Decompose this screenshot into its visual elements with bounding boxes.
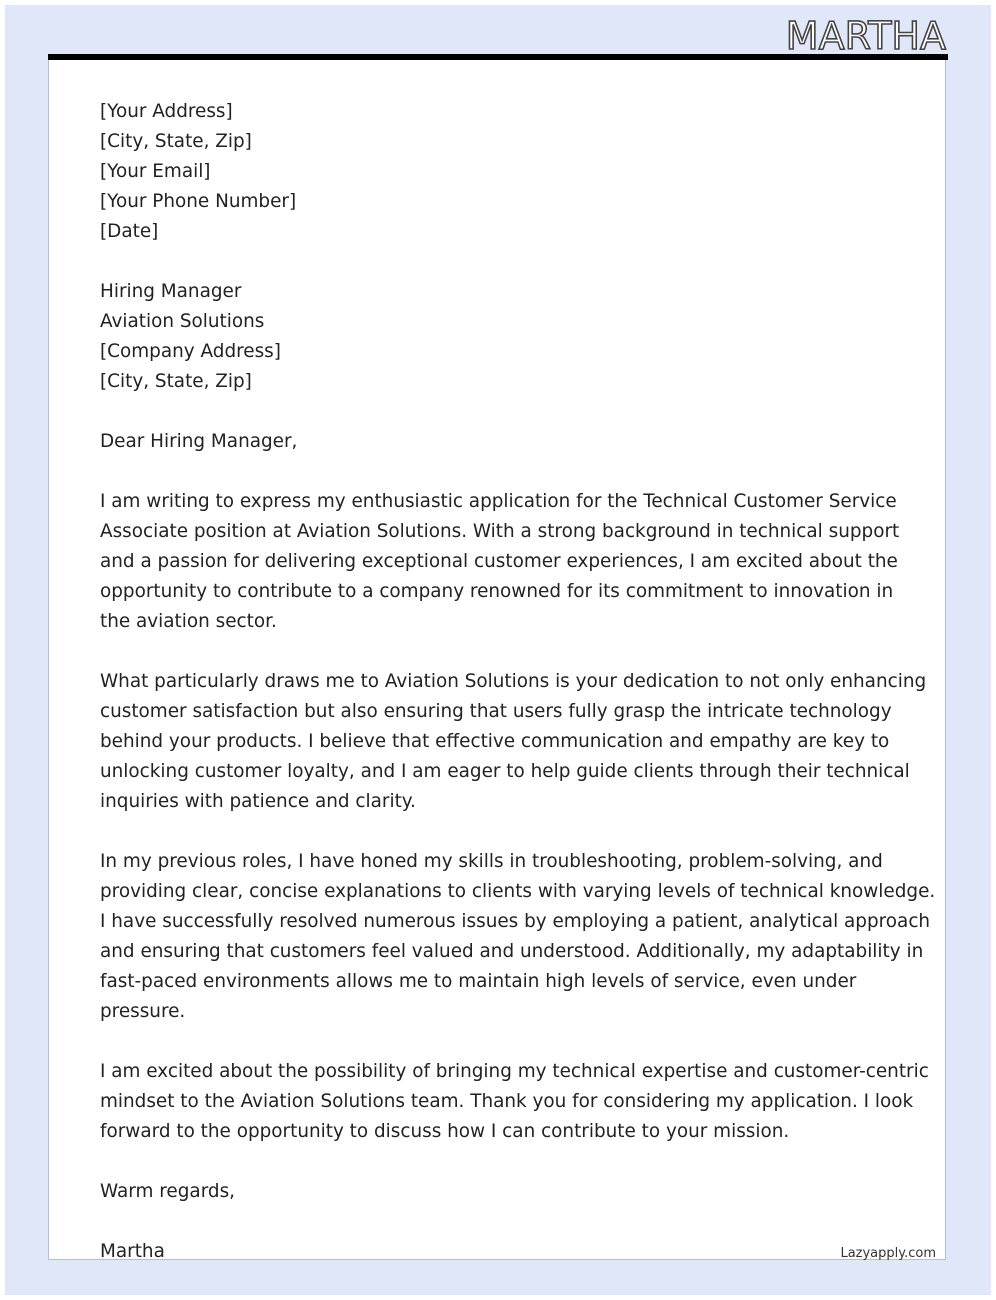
paragraph-line: inquiries with patience and clarity. (100, 791, 416, 812)
paragraph-1 (100, 487, 900, 637)
paragraph-line: In my previous roles, I have honed my skills in troubleshooting, problem-solving, and (100, 851, 883, 872)
closing: Warm regards, (100, 1181, 236, 1202)
spacer (100, 457, 900, 487)
paragraph-line: behind your products. I believe that effective communication and empathy are key to (100, 731, 890, 752)
recipient-block (100, 277, 900, 397)
paragraph-line: opportunity to contribute to a company renowned for its commitment to innovation in (100, 581, 894, 602)
recipient-company: Aviation Solutions (100, 311, 265, 332)
paragraph-line: Associate position at Aviation Solutions. With a strong background in technical support (100, 521, 900, 542)
paragraph-line: I am excited about the possibility of bringing my technical expertise and customer-centric (100, 1061, 929, 1082)
paragraph-2 (100, 667, 927, 817)
paragraph-line: the aviation sector. (100, 611, 277, 632)
spacer (100, 817, 900, 847)
paragraph-line: What particularly draws me to Aviation Solutions is your dedication to not only enhancing (100, 671, 927, 692)
paragraph-line: pressure. (100, 1001, 186, 1022)
paragraph-4 (100, 1057, 929, 1147)
sender-city: [City, State, Zip] (100, 131, 252, 152)
paragraph-line: unlocking customer loyalty, and I am eager to help guide clients through their technical (100, 761, 910, 782)
paragraph-line: customer satisfaction but also ensuring that users fully grasp the intricate technology (100, 701, 892, 722)
sender-email: [Your Email] (100, 161, 211, 182)
paragraph-line: providing clear, concise explanations to clients with varying levels of technical knowledge. (100, 881, 936, 902)
spacer (100, 1027, 900, 1057)
paragraph-line: forward to the opportunity to discuss how I can contribute to your mission. (100, 1121, 790, 1142)
paragraph-line: fast-paced environments allows me to maintain high levels of service, even under (100, 971, 857, 992)
watermark: Lazyapply.com (840, 1246, 936, 1261)
sender-phone: [Your Phone Number] (100, 191, 297, 212)
paragraph-line: and ensuring that customers feel valued and understood. Additionally, my adaptability in (100, 941, 924, 962)
sender-address: [Your Address] (100, 101, 233, 122)
spacer (100, 637, 900, 667)
spacer (100, 397, 900, 427)
sender-block (100, 97, 900, 247)
spacer (100, 247, 900, 277)
recipient-title: Hiring Manager (100, 281, 242, 302)
paragraph-3 (100, 847, 936, 1027)
header-name: MARTHA (785, 14, 946, 58)
spacer (100, 1147, 900, 1177)
cover-letter-body (100, 97, 936, 1267)
signature: Martha (100, 1241, 165, 1262)
paragraph-line: I am writing to express my enthusiastic application for the Technical Customer Service (100, 491, 897, 512)
recipient-city: [City, State, Zip] (100, 371, 252, 392)
paragraph-line: and a passion for delivering exceptional customer experiences, I am excited about the (100, 551, 898, 572)
paragraph-line: I have successfully resolved numerous issues by employing a patient, analytical approach (100, 911, 931, 932)
paragraph-line: mindset to the Aviation Solutions team. Thank you for considering my application. I look (100, 1091, 914, 1112)
spacer (100, 1207, 900, 1237)
letter-date: [Date] (100, 221, 159, 242)
salutation: Dear Hiring Manager, (100, 431, 298, 452)
recipient-address: [Company Address] (100, 341, 281, 362)
